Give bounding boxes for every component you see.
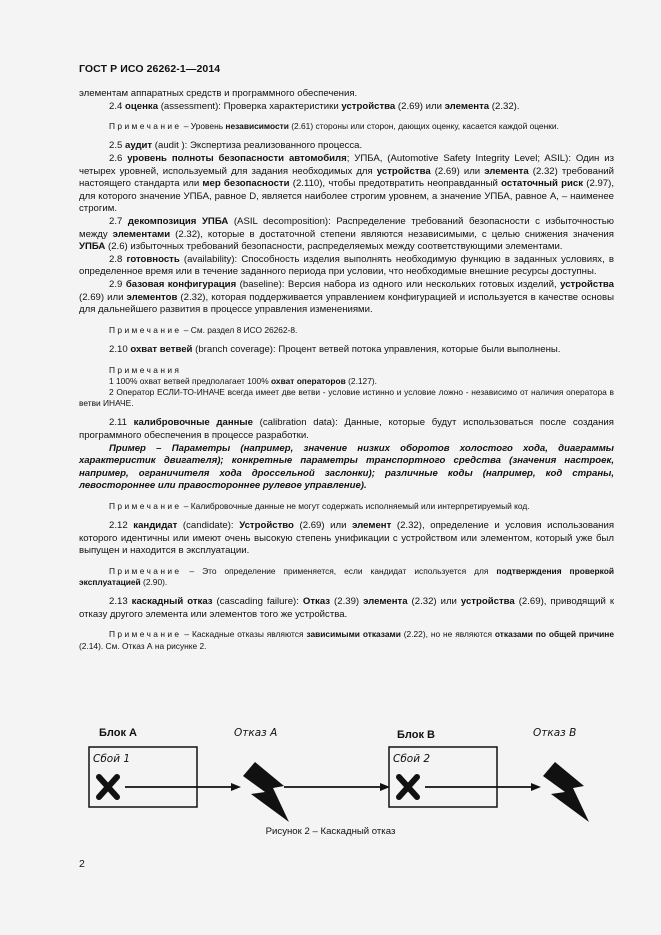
note-2-11: Примечание – Калибровочные данные не могут содержать исполняемый или интерпретируемый код. — [109, 500, 530, 511]
block-a-label: Блок А — [99, 727, 137, 739]
document-header: ГОСТ Р ИСО 26262-1—2014 — [79, 63, 221, 75]
term-2-7: 2.7 декомпозиция УПБА (ASIL decomposition): Распределение требований безопасности с избыточностью между элементами (2.32), которые в достаточной степени являются независимыми, с целью снижения значения УПБА (2.6) избыточных требований безопасности, распределяемых между соответствующими элементами. — [79, 215, 614, 253]
failure-b-label: Отказ В — [533, 727, 577, 739]
term-2-6: 2.6 уровень полноты безопасности автомобиля; УПБА, (Automotive Safety Integrity Level; ASIL): Один из четырех уровней, используемый для задания необходимых для устройства (2.69) или элемента (2.32) требований настоящего стандарта или мер безопасности (2.110), чтобы предотвратить неоправданный остаточный риск (2.97), для которого значение УПБА, равное D, является наиболее строгим уровнем, а значение УПБА, равное А, – наименее строгим. — [79, 152, 614, 215]
note-2-10-item-2: 2 Оператор ЕСЛИ-ТО-ИНАЧЕ всегда имеет две ветви - условие истинно и условие ложно - независимо от наличия оператора в ветви ИНАЧЕ. — [79, 386, 614, 409]
term-2-11: 2.11 калибровочные данные (calibration data): Данные, которые будут использоваться после создания программного обеспечения в процессе разработки. — [79, 417, 614, 441]
note-2-4: Примечание – Уровень независимости (2.61) стороны или сторон, дающих оценку, касается каждой оценки. — [109, 121, 559, 132]
failure-b-lightning-icon — [543, 762, 589, 822]
note-2-10-item-1: 1 100% охват ветвей предполагает 100% охват операторов (2.127). — [109, 375, 377, 386]
arrow-fault2-to-failure-b — [425, 783, 541, 791]
document-body — [79, 88, 614, 652]
term-2-8: 2.8 готовность (availability): Способность изделия выполнять необходимую функцию в заданных условиях, в определенное время или в течение заданного периода при условии, что необходимые внешние ресурсы доступны. — [79, 253, 614, 278]
term-2-10: 2.10 охват ветвей (branch coverage): Процент ветвей потока управления, которые были выполнены. — [109, 343, 561, 355]
arrow-failure-a-to-block-b — [284, 783, 390, 791]
fault-2-cross-icon — [399, 777, 417, 797]
page-number: 2 — [79, 858, 85, 870]
note-2-9: Примечание – См. раздел 8 ИСО 26262-8. — [109, 324, 298, 335]
failure-a-lightning-icon — [243, 762, 289, 822]
failure-a-label: Отказ А — [234, 727, 278, 739]
block-b-label: Блок В — [397, 729, 435, 741]
fault-2-label: Сбой 2 — [393, 753, 431, 765]
arrow-fault1-to-failure-a — [125, 783, 241, 791]
term-2-5: 2.5 аудит (audit ): Экспертиза реализованного процесса. — [109, 140, 363, 152]
fault-1-cross-icon — [99, 777, 117, 797]
figure-caption: Рисунок 2 – Каскадный отказ — [265, 826, 396, 837]
note-2-12: Примечание – Это определение применяется, если кандидат используется для подтверждения проверкой эксплуатацией (2.90). — [79, 565, 614, 588]
note-2-10-label: Примечания — [109, 364, 182, 375]
term-2-4: 2.4 оценка (assessment): Проверка характеристики устройства (2.69) или элемента (2.32). — [109, 100, 520, 112]
example-2-11: Пример – Параметры (например, значение низких оборотов холостого хода, диаграммы характеристик двигателя); конкретные параметры транспортного средства (значения настроек, например, ограничителя хода дроссельной заслонки); различные коды (например, код страны, левостороннее или правостороннее рулевое управление). — [79, 442, 614, 492]
term-2-13: 2.13 каскадный отказ (cascading failure): Отказ (2.39) элемента (2.32) или устройства (2.69), приводящий к отказу другого элемента или элементов того же устройства. — [79, 596, 615, 620]
term-2-9: 2.9 базовая конфигурация (baseline): Версия набора из одного или нескольких готовых изделий, устройства (2.69) или элементов (2.32), которая поддерживается управлением конфигурацией и используется в качестве основы для дальнейшего развития в процессе управления изменениями. — [79, 278, 614, 316]
term-2-12: 2.12 кандидат (candidate): Устройство (2.69) или элемент (2.32), определение и условия использования которого идентичны или имеют очень высокую степень унификации с устройством или элементом, который уже был выпущен и находится в эксплуатации. — [79, 520, 615, 557]
continuation-paragraph: элементам аппаратных средств и программного обеспечения. — [79, 88, 358, 99]
cascading-failure-diagram — [79, 718, 619, 840]
note-2-13: Примечание – Каскадные отказы являются зависимыми отказами (2.22), но не являются отказами по общей причине (2.14). См. Отказ А на рисунке 2. — [79, 629, 614, 651]
fault-1-label: Сбой 1 — [93, 753, 131, 765]
